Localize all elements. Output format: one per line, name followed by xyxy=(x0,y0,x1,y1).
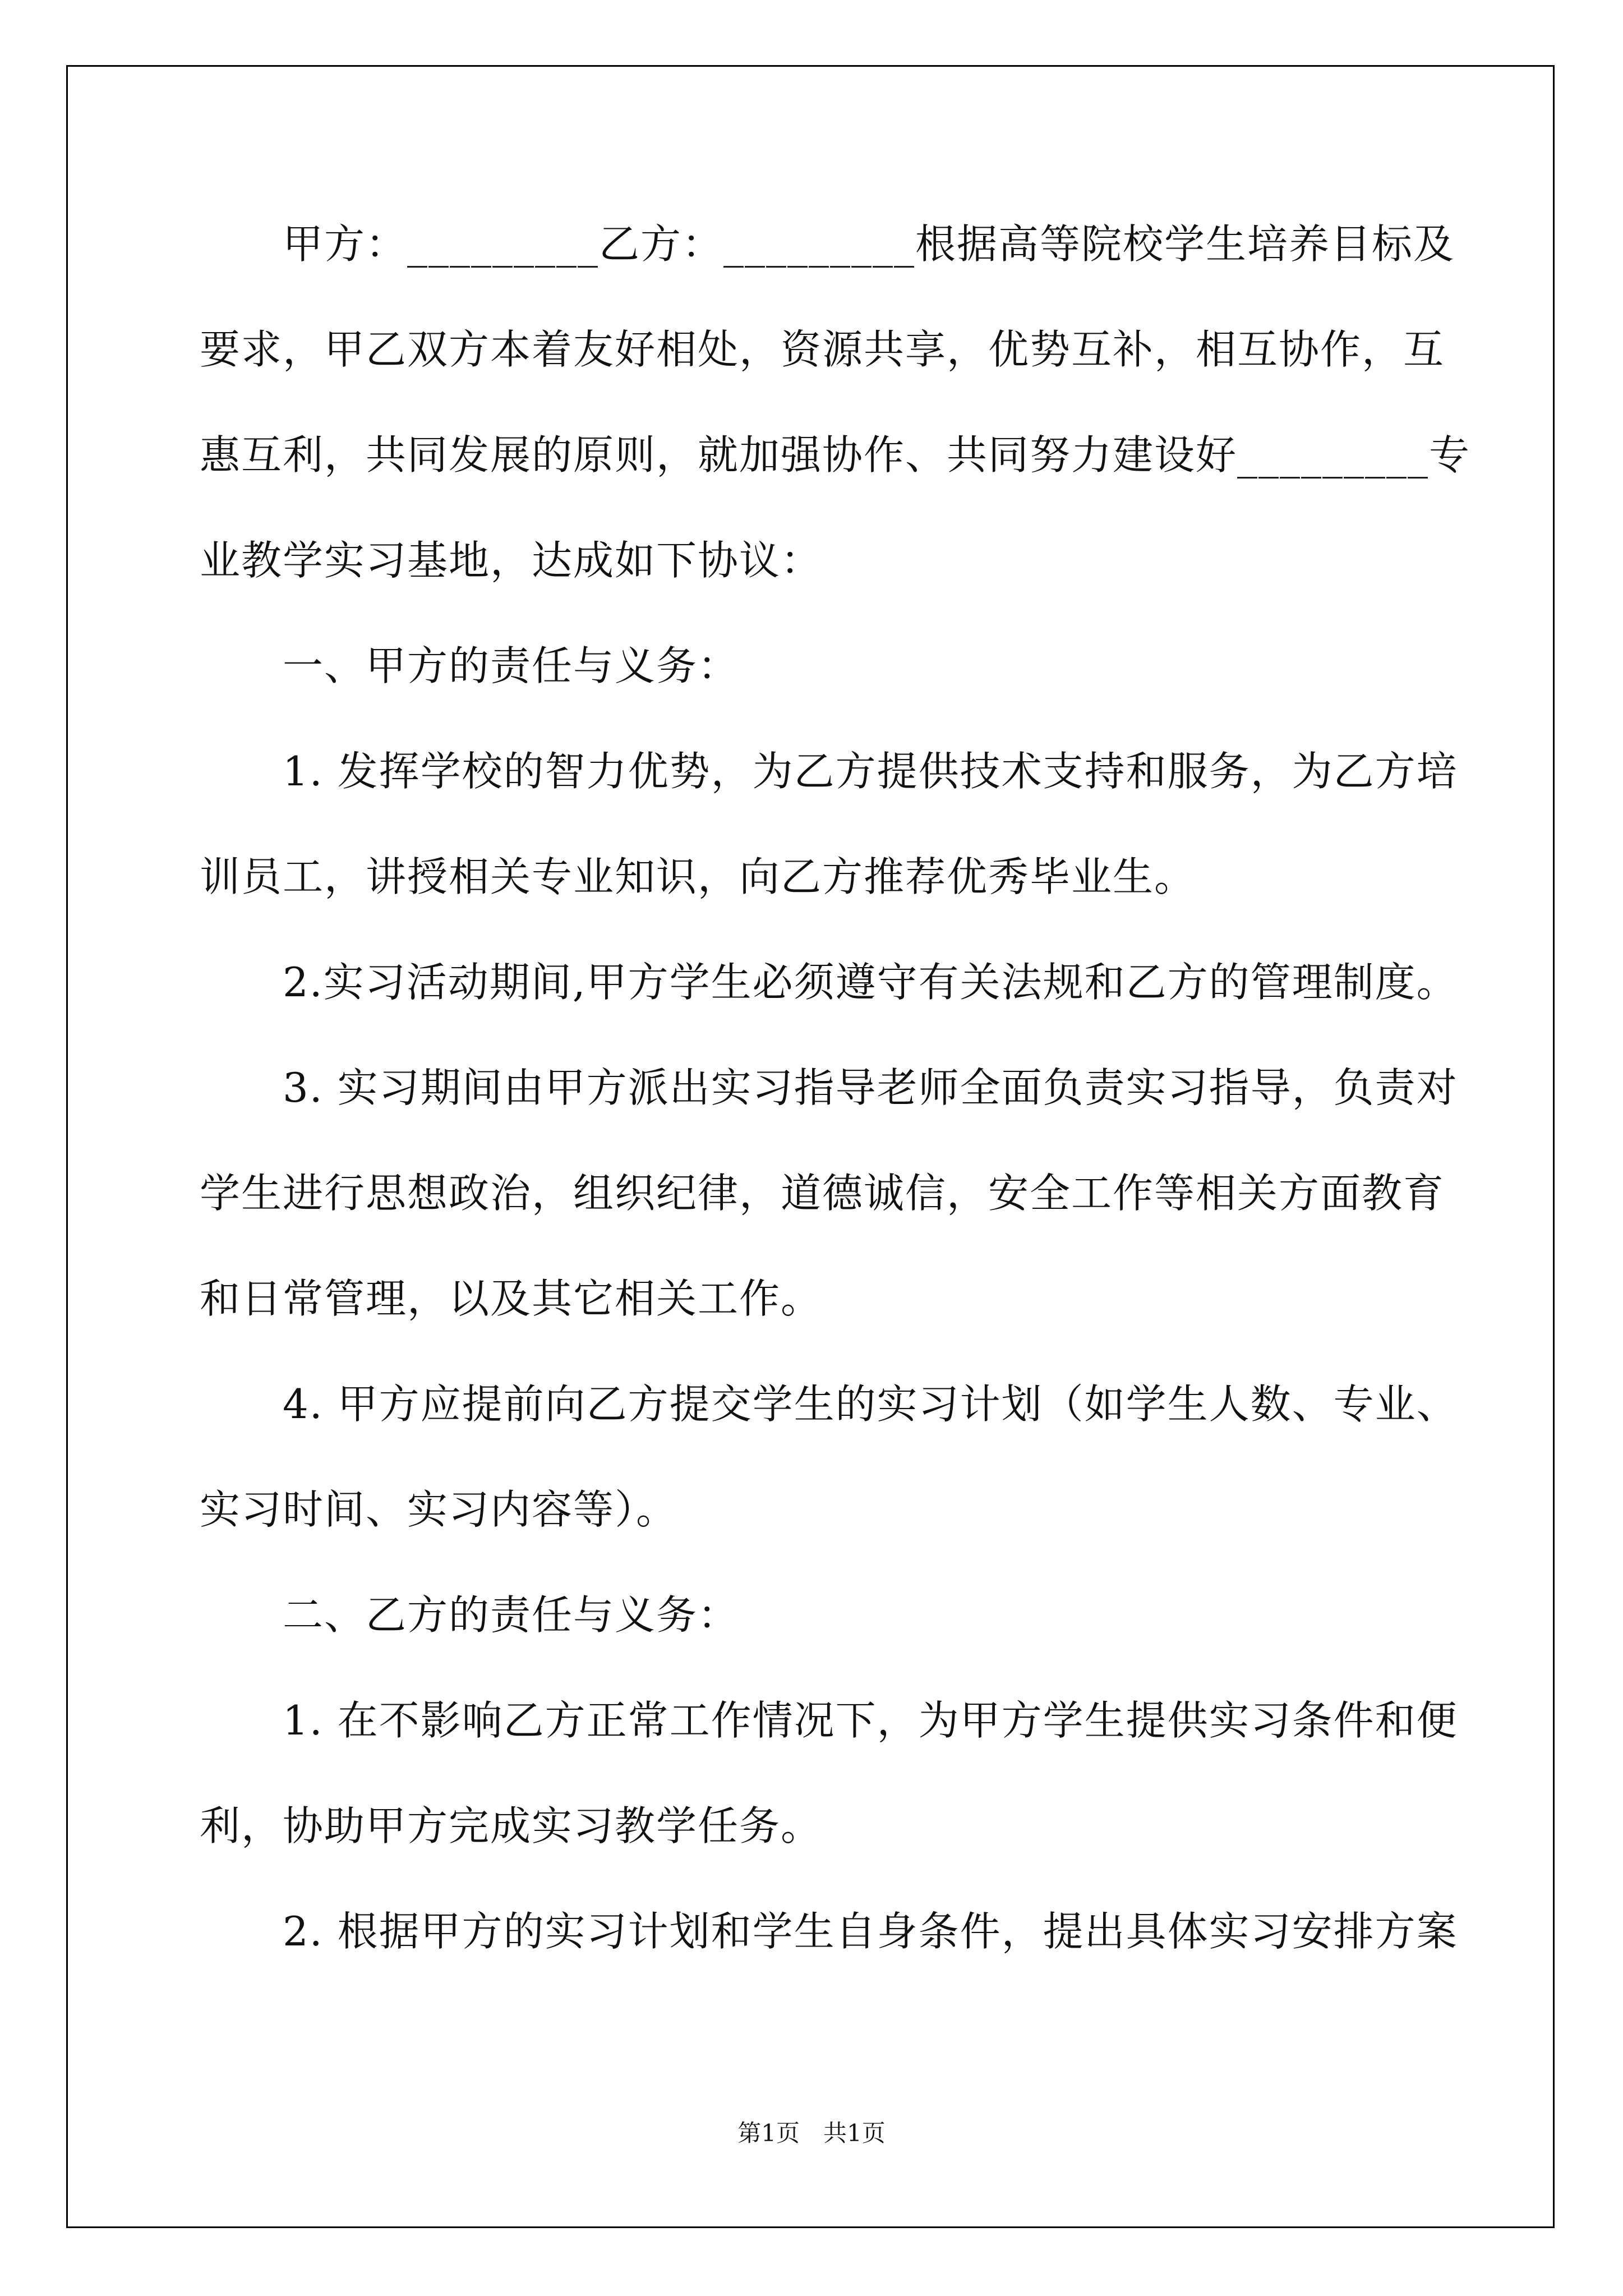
text-line: 2. 根据甲方的实习计划和学生自身条件，提出具体实习安排方案 xyxy=(200,1908,1458,1955)
text-line: 和日常管理，以及其它相关工作。 xyxy=(200,1275,823,1322)
text-line: 3. 实习期间由甲方派出实习指导老师全面负责实习指导，负责对 xyxy=(200,1064,1458,1111)
text-line: 2.实习活动期间,甲方学生必须遵守有关法规和乙方的管理制度。 xyxy=(200,959,1458,1006)
text-line: 1. 发挥学校的智力优势，为乙方提供技术支持和服务，为乙方培 xyxy=(200,748,1458,795)
page-number-footer: 第1页 共1页 xyxy=(737,2119,886,2147)
text-line: 要求，甲乙双方本着友好相处，资源共享，优势互补，相互协作，互 xyxy=(200,326,1445,373)
text-line: 惠互利，共同发展的原则，就加强协作、共同努力建设好_________专 xyxy=(200,431,1471,478)
text-line: 学生进行思想政治，组织纪律，道德诚信，安全工作等相关方面教育 xyxy=(200,1170,1445,1217)
text-line: 业教学实习基地，达成如下协议： xyxy=(200,537,823,584)
section-heading: 一、甲方的责任与义务： xyxy=(200,642,740,689)
page-border xyxy=(66,65,1555,2228)
text-line: 实习时间、实习内容等）。 xyxy=(200,1486,678,1533)
text-line: 甲方：_________乙方：_________根据高等院校学生培养目标及 xyxy=(200,220,1455,268)
section-heading: 二、乙方的责任与义务： xyxy=(200,1591,740,1639)
text-line: 利，协助甲方完成实习教学任务。 xyxy=(200,1802,823,1849)
text-line: 4. 甲方应提前向乙方提交学生的实习计划（如学生人数、专业、 xyxy=(200,1381,1458,1428)
text-line: 1. 在不影响乙方正常工作情况下，为甲方学生提供实习条件和便 xyxy=(200,1697,1458,1744)
text-line: 训员工，讲授相关专业知识，向乙方推荐优秀毕业生。 xyxy=(200,853,1196,900)
